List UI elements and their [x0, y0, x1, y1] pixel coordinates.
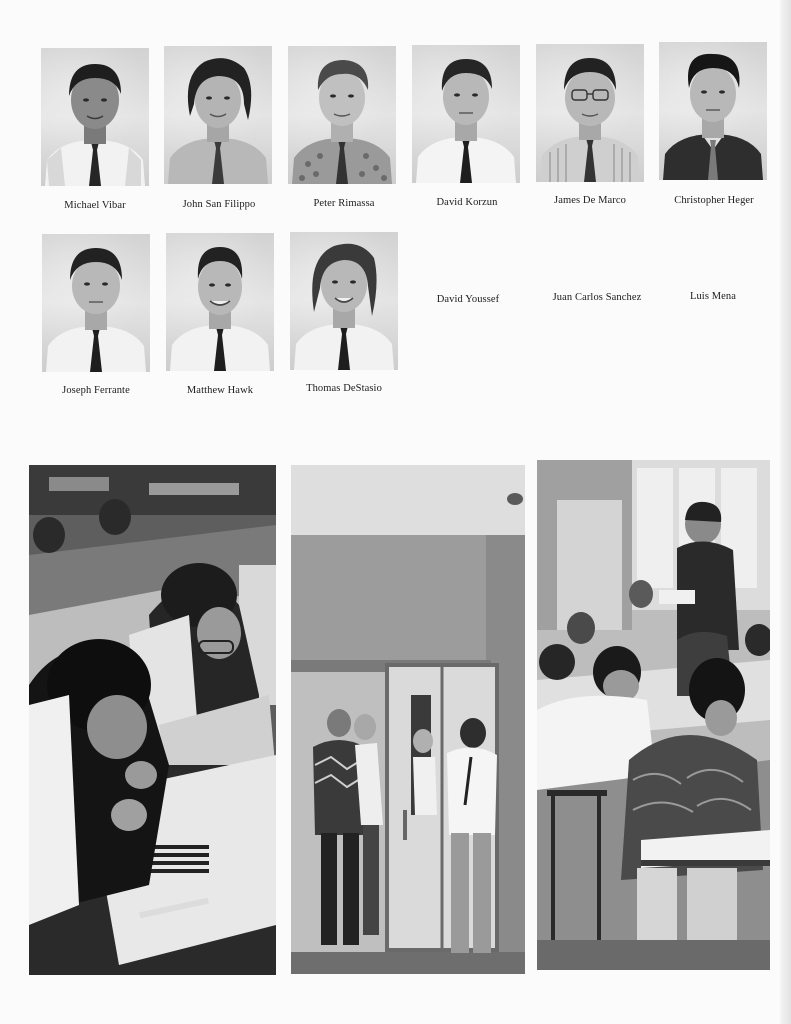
name-john-san-filippo: John San Filippo	[182, 199, 256, 210]
portrait-joseph-ferrante	[42, 234, 150, 372]
name-joseph-ferrante: Joseph Ferrante	[62, 385, 130, 396]
name-matthew-hawk: Matthew Hawk	[186, 385, 254, 396]
candid-photo-students-studying	[29, 465, 276, 975]
portrait-matthew-hawk	[166, 233, 274, 371]
portrait-david-korzun	[412, 45, 520, 183]
name-michael-vibar: Michael Vibar	[64, 200, 126, 211]
name-david-youssef: David Youssef	[436, 294, 500, 305]
candid-photo-doorway	[291, 465, 525, 974]
portrait-james-de-marco	[536, 44, 644, 182]
name-christopher-heger: Christopher Heger	[674, 195, 754, 206]
name-james-de-marco: James De Marco	[554, 195, 626, 206]
name-david-korzun: David Korzun	[436, 197, 498, 208]
name-juan-carlos-sanchez: Juan Carlos Sanchez	[552, 292, 642, 303]
name-peter-rimassa: Peter Rimassa	[313, 198, 375, 209]
name-luis-mena: Luis Mena	[689, 291, 737, 302]
page-edge	[780, 0, 791, 1024]
portrait-michael-vibar	[41, 48, 149, 186]
portrait-peter-rimassa	[288, 46, 396, 184]
portrait-john-san-filippo	[164, 46, 272, 184]
portrait-christopher-heger	[659, 42, 767, 180]
portrait-thomas-destasio	[290, 232, 398, 370]
name-thomas-destasio: Thomas DeStasio	[306, 383, 382, 394]
candid-photo-classroom-teacher	[537, 460, 770, 970]
